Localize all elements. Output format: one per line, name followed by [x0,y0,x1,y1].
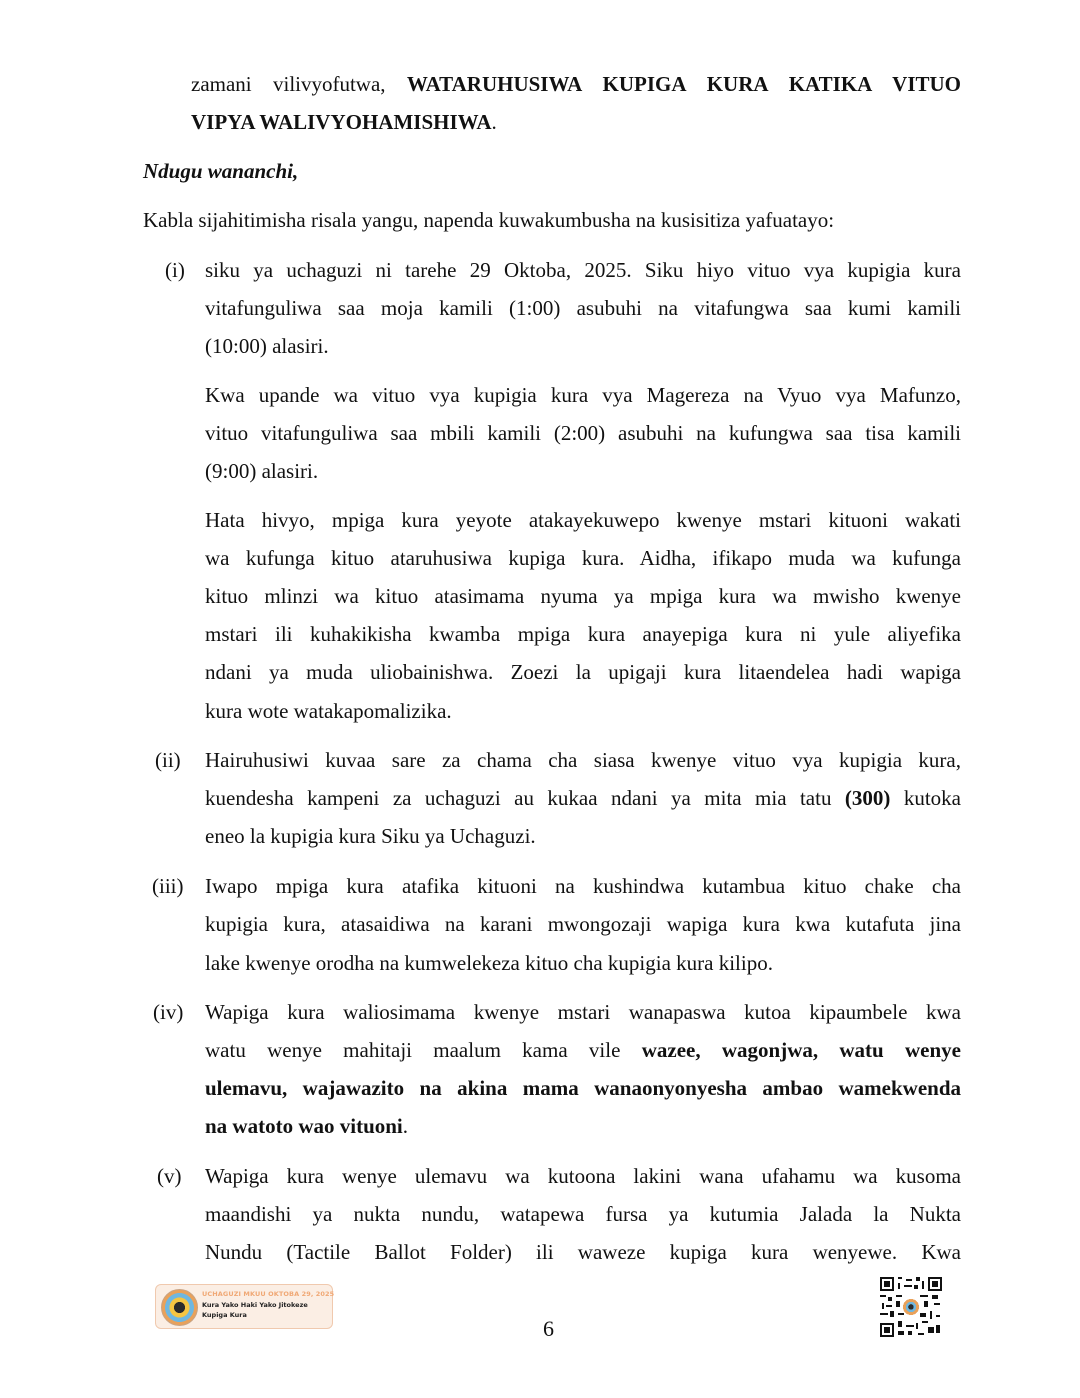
election-badge [155,1284,333,1329]
item-number-i: (i) [165,258,185,282]
item-ii-line: eneo la kupigia kura Siku ya Uchaguzi. [205,824,536,848]
item-i-line: vituo vitafunguliwa saa mbili kamili (2:00) asubuhi na kufungwa saa tisa kamili [205,421,961,445]
item-iv-period: . [402,1114,409,1138]
item-i-line: (10:00) alasiri. [205,334,329,358]
item-ii-text: kuendesha kampeni za uchaguzi au kukaa ndani ya mita mia tatu [205,786,845,810]
item-ii-text-end: kutoka [890,786,961,810]
item-number-v: (v) [157,1164,182,1188]
item-i-line: mstari ili kuhakikisha kwamba mpiga kura anayepiga kura ni yule aliyefika [205,622,961,646]
item-iii-line: kupigia kura, atasaidiwa na karani mwongozaji wapiga kura kwa kutafuta jina [205,912,961,936]
item-i-line: (9:00) alasiri. [205,459,319,483]
item-number-iii: (iii) [152,874,184,898]
item-iii-line: lake kwenye orodha na kumwelekeza kituo cha kupigia kura kilipo. [205,951,773,975]
intro-period: . [491,110,497,134]
item-iv-text: watu wenye mahitaji maalum kama vile [205,1038,642,1062]
commission-logo-icon [161,1289,198,1326]
item-i-line: Hata hivyo, mpiga kura yeyote atakayekuwepo kwenye mstari kituoni wakati [205,508,961,532]
item-v-line: Wapiga kura wenye ulemavu wa kutoona lakini wana ufahamu wa kusoma [205,1164,961,1188]
lead-in: Kabla sijahitimisha risala yangu, napenda kuwakumbusha na kusisitiza yafuatayo: [143,208,835,232]
item-number-iv: (iv) [153,1000,184,1024]
item-i-line: Kwa upande wa vituo vya kupigia kura vya Magereza na Vyuo vya Mafunzo, [205,383,961,407]
item-iv-bold: wazee, wagonjwa, watu wenye [641,1038,961,1062]
item-iv-line: ulemavu, wajawazito na akina mama wanaonyonyesha ambao wamekwenda [205,1076,961,1100]
qr-code-icon [880,1277,942,1337]
badge-title: UCHAGUZI MKUU OKTOBA 29, 2025 [202,1290,335,1298]
item-number-ii: (ii) [155,748,181,772]
item-i-line: kura wote watakapomalizika. [205,699,452,723]
item-i-line: wa kufunga kituo ataruhusiwa kupiga kura. Aidha, ifikapo muda wa kufunga [205,546,961,570]
item-iv-line: Wapiga kura waliosimama kwenye mstari wanapaswa kutoa kipaumbele kwa [205,1000,961,1024]
item-iv-bold-end: na watoto wao vituoni [205,1114,403,1138]
item-iv-line [205,1112,408,1140]
intro-line-1 [191,70,961,98]
item-i-line: siku ya uchaguzi ni tarehe 29 Oktoba, 2025. Siku hiyo vituo vya kupigia kura [205,258,961,282]
item-i-line: kituo mlinzi wa kituo atasimama nyuma ya mpiga kura wa mwisho kwenye [205,584,961,608]
item-ii-line [205,784,961,812]
intro-plain-text: zamani vilivyofutwa, [191,72,407,96]
intro-bold-text: WATARUHUSIWA KUPIGA KURA KATIKA VITUO [406,72,961,96]
intro-line-2 [191,108,497,136]
item-ii-bold: (300) [844,786,891,810]
badge-slogan-line1: Kura Yako Haki Yako Jitokeze [202,1301,308,1309]
item-iv-line [205,1036,961,1064]
item-v-line: Nundu (Tactile Ballot Folder) ili waweze kupiga kura wenyewe. Kwa [205,1240,961,1264]
item-i-line: ndani ya muda uliobainishwa. Zoezi la upigaji kura litaendelea hadi wapiga [205,660,961,684]
item-iii-line: Iwapo mpiga kura atafika kituoni na kushindwa kutambua kituo chake cha [205,874,961,898]
salutation: Ndugu wananchi, [143,159,299,183]
page-number: 6 [543,1316,554,1341]
item-i-line: vitafunguliwa saa moja kamili (1:00) asubuhi na vitafungwa saa kumi kamili [205,296,961,320]
item-v-line: maandishi ya nukta nundu, watapewa fursa ya kutumia Jalada la Nukta [205,1202,961,1226]
badge-slogan-line2: Kupiga Kura [202,1311,247,1319]
item-ii-line: Hairuhusiwi kuvaa sare za chama cha siasa kwenye vituo vya kupigia kura, [205,748,961,772]
intro-bold-text-2: VIPYA WALIVYOHAMISHIWA [191,110,492,134]
